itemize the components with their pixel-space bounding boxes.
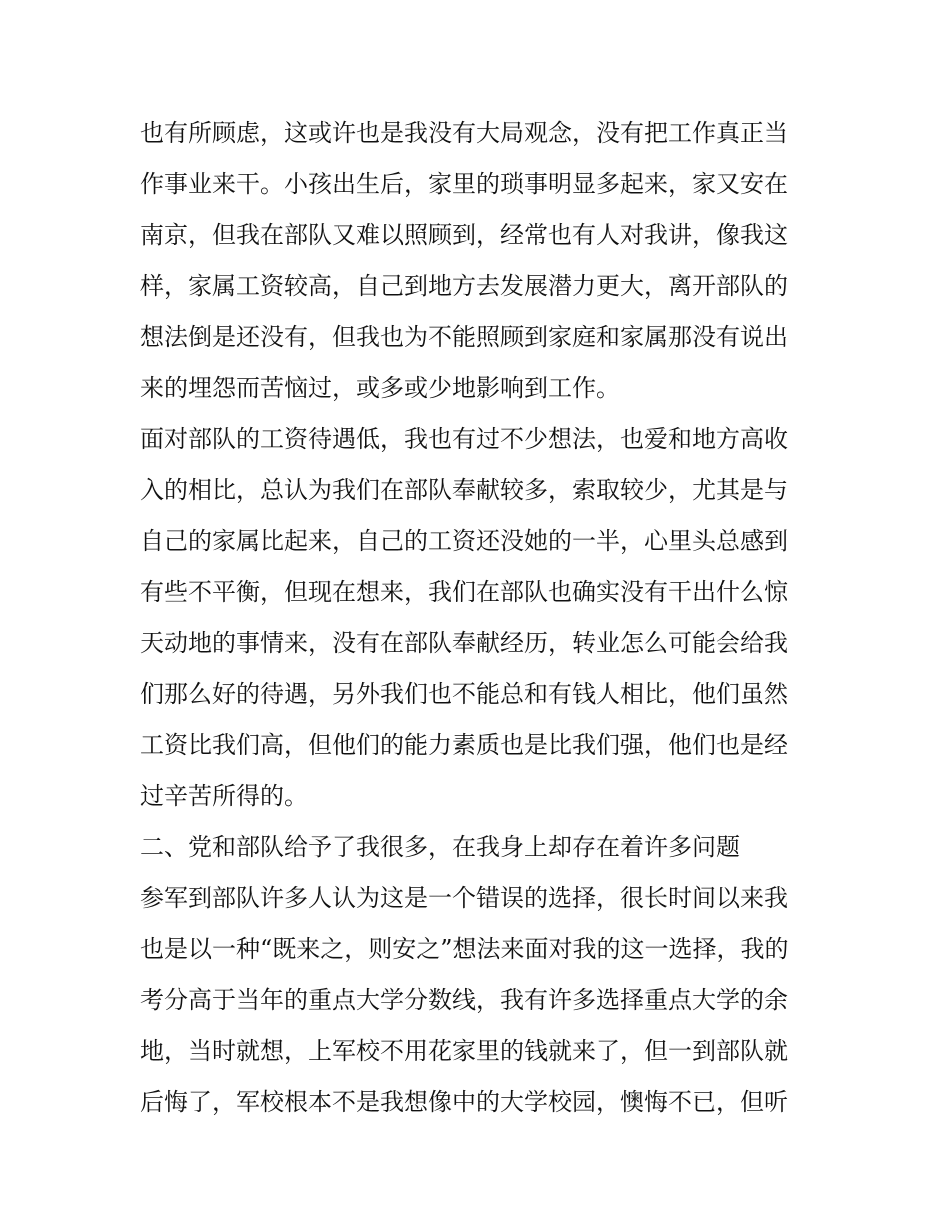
document-body — [140, 108, 820, 1128]
text-line: 也是以一种“既来之，则安之”想法来面对我的这一选择，我的 — [140, 935, 789, 963]
text-line: 南京，但我在部队又难以照顾到，经常也有人对我讲，像我这 — [140, 221, 788, 249]
text-line: 参军到部队许多人认为这是一个错误的选择，很长时间以来我 — [140, 884, 788, 912]
text-line: 来的埋怨而苦恼过，或多或少地影响到工作。 — [140, 374, 620, 402]
text-line: 也有所顾虑，这或许也是我没有大局观念，没有把工作真正当 — [140, 119, 788, 147]
text-line: 天动地的事情来，没有在部队奉献经历，转业怎么可能会给我 — [140, 629, 788, 657]
text-line: 入的相比，总认为我们在部队奉献较多，索取较少，尤其是与 — [140, 476, 788, 504]
text-line: 自己的家属比起来，自己的工资还没她的一半，心里头总感到 — [140, 527, 788, 555]
text-line: 后悔了，军校根本不是我想像中的大学校园，懊悔不已，但听 — [140, 1088, 788, 1116]
text-line: 考分高于当年的重点大学分数线，我有许多选择重点大学的余 — [140, 986, 788, 1014]
text-line: 面对部队的工资待遇低，我也有过不少想法，也爱和地方高收 — [140, 425, 788, 453]
text-line: 有些不平衡，但现在想来，我们在部队也确实没有干出什么惊 — [140, 578, 788, 606]
text-line: 地，当时就想，上军校不用花家里的钱就来了，但一到部队就 — [140, 1037, 788, 1065]
text-line: 作事业来干。小孩出生后，家里的琐事明显多起来，家又安在 — [140, 170, 788, 198]
text-line: 工资比我们高，但他们的能力素质也是比我们强，他们也是经 — [140, 731, 788, 759]
section-heading: 二、党和部队给予了我很多，在我身上却存在着许多问题 — [140, 833, 740, 861]
text-line: 过辛苦所得的。 — [140, 782, 308, 810]
text-line: 想法倒是还没有，但我也为不能照顾到家庭和家属那没有说出 — [140, 323, 788, 351]
text-line: 样，家属工资较高，自己到地方去发展潜力更大，离开部队的 — [140, 272, 788, 300]
text-line: 们那么好的待遇，另外我们也不能总和有钱人相比，他们虽然 — [140, 680, 788, 708]
